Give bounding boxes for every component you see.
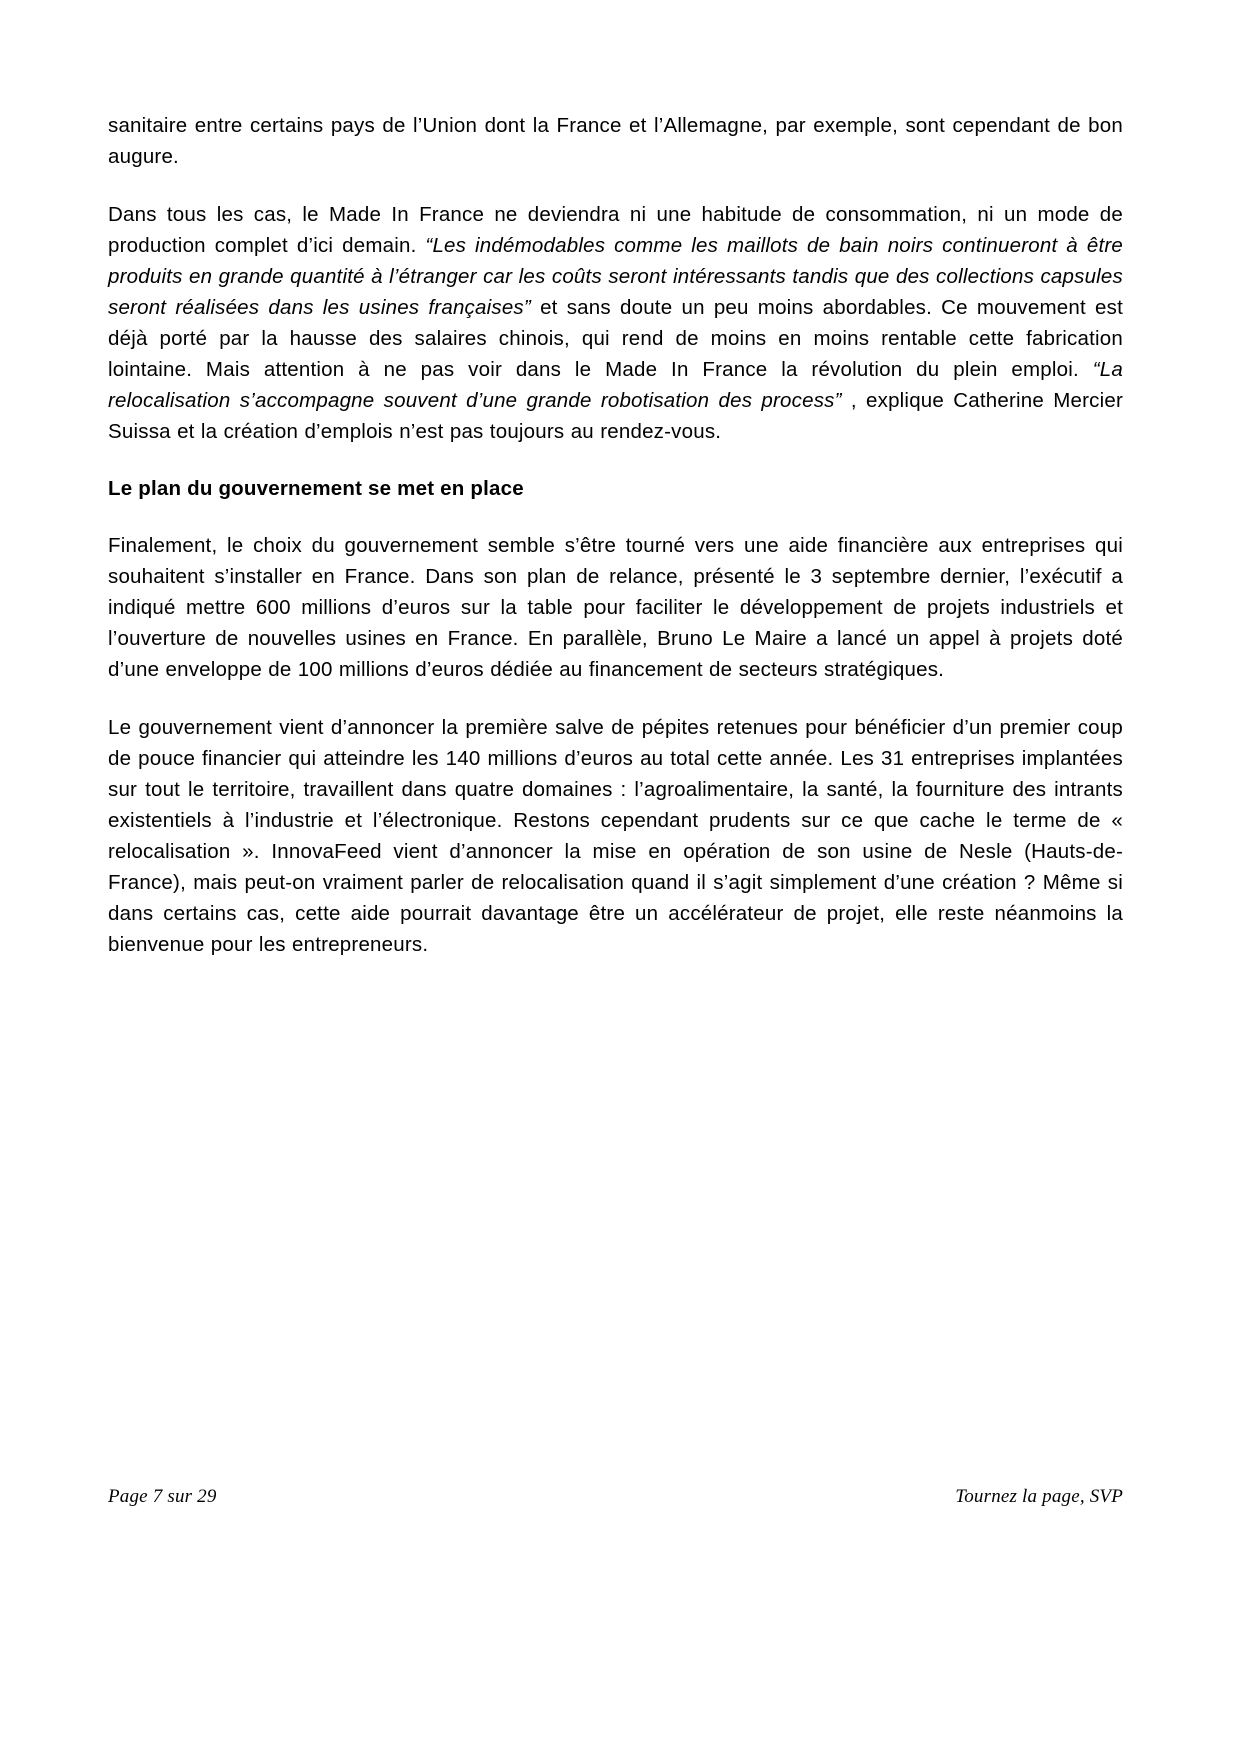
paragraph-text: Finalement, le choix du gouvernement semble s’être tourné vers une aide financière aux entreprises qui souhaitent s’installer en France. Dans son plan de relance, présenté le 3 septembre dernier, l’exécutif a indiqué mettre 600 millions d’euros sur la table pour faciliter le développement de projets industriels et l’ouverture de nouvelles usines en France. En parallèle, Bruno Le Maire a lancé un appel à projets doté d’une enveloppe de 100 millions d’euros dédiée au financement de secteurs stratégiques. <box>108 534 1123 681</box>
page-footer <box>108 1486 1123 1508</box>
footer-page-number: Page 7 sur 29 <box>108 1486 217 1507</box>
quote-indemodables: “Les indémodables comme les maillots de bain noirs continueront à être produits en grande quantité à l’étranger car les coûts seront intéressants tandis que des collections capsules seront réalisées dans les usines françaises” <box>108 234 1123 319</box>
paragraph-text-part: , explique Catherine Mercier Suissa et la création d’emplois n’est pas toujours au rendez-vous. <box>108 389 1123 443</box>
paragraph-made-in-france <box>108 199 1123 447</box>
paragraph-text-part: et sans doute un peu moins abordables. Ce mouvement est déjà porté par la hausse des salaires chinois, qui rend de moins en moins rentable cette fabrication lointaine. Mais attention à ne pas voir dans le Made In France la révolution du plein emploi. <box>108 296 1123 381</box>
paragraph-plan-relance <box>108 530 1123 685</box>
paragraph-text: Le gouvernement vient d’annoncer la première salve de pépites retenues pour bénéficier d’un premier coup de pouce financier qui atteindre les 140 millions d’euros au total cette année. Les 31 entreprises implantées sur tout le territoire, travaillent dans quatre domaines : l’agroalimentaire, la santé, la fourniture des intrants existentiels à l’industrie et l’électronique. Restons cependant prudents sur ce que cache le terme de « relocalisation ». InnovaFeed vient d’annoncer la mise en opération de son usine de Nesle (Hauts-de-France), mais peut-on vraiment parler de relocalisation quand il s’agit simplement d’une création ? Même si dans certains cas, cette aide pourrait davantage être un accélérateur de projet, elle reste néanmoins la bienvenue pour les entrepreneurs. <box>108 716 1123 956</box>
paragraph-text: sanitaire entre certains pays de l’Union dont la France et l’Allemagne, par exemple, sont cependant de bon augure. <box>108 114 1123 168</box>
quote-relocalisation: “La relocalisation s’accompagne souvent d’une grande robotisation des process” <box>108 358 1123 412</box>
footer-turn-page: Tournez la page, SVP <box>955 1486 1123 1507</box>
section-heading: Le plan du gouvernement se met en place <box>108 477 524 500</box>
paragraph-sanitaire <box>108 110 1123 172</box>
paragraph-text-part: Dans tous les cas, le Made In France ne deviendra ni une habitude de consommation, ni un mode de production complet d’ici demain. <box>108 203 1123 257</box>
paragraph-pepites <box>108 712 1123 960</box>
